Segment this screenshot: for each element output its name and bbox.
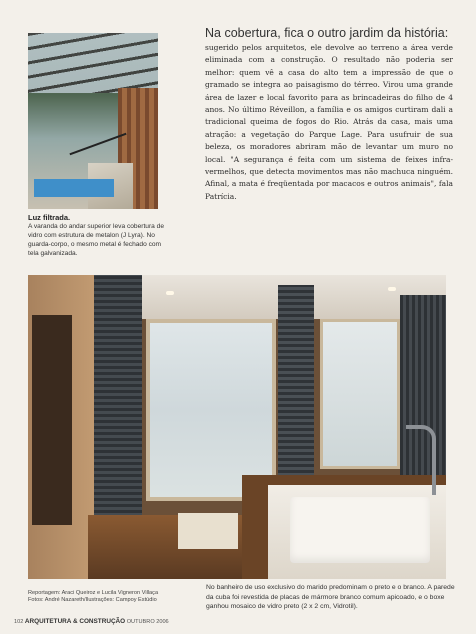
issue-date: OUTUBRO 2006 (126, 619, 169, 625)
frosted-window-right (320, 319, 400, 469)
faucet (406, 425, 436, 495)
glass-roof (28, 33, 158, 93)
sink-basin (290, 497, 430, 563)
ceiling-light (166, 291, 174, 295)
ceiling-light (388, 287, 396, 291)
credits (28, 590, 198, 604)
balcony-caption: A varanda do andar superior leva cobertura de vidro com estrutura de metalon (J Lyra). No guarda-corpo, o mesmo metal é fechado com tela galvanizada. (28, 223, 164, 257)
page-number: 102 (14, 619, 24, 625)
bathroom-caption: No banheiro de uso exclusivo do marido predominam o preto e o branco. A parede da cuba foi revestida de placas de mármore branco comum apicoado, e o boxe ganhou mosaico de vidro preto (2 x 2 cm, Vidrotil). (206, 584, 455, 611)
balcony-photo (28, 33, 158, 209)
bathroom-photo (28, 275, 446, 579)
black-mosaic-wall (94, 275, 142, 555)
bath-mat (178, 513, 238, 549)
page-footer (14, 618, 169, 625)
article-body: sugerido pelos arquitetos, ele devolve ao terreno a área verde eliminada com a construção. O resultado não poderia ser melhor: quem vê a casa do alto tem a impressão de que o gramado se integra ao paisagismo do térreo. Virou uma grande área de lazer e local favorito para as brincadeiras do filho de 4 anos. No último Réveillon, a família e os amigos curtiram dali a tradicional queima de fogos do Rio. Atrás da casa, mais uma atração: a vegetação do Parque Lage. Para usufruir de sua beleza, os moradores abriram mão de levantar um muro no local. "A segurança é feita com um sistema de feixes infra-vermelhos, que detecta movimentos mas não machuca ninguém. Afinal, a mata é freqüentada por macacos e outros animais", fala Patrícia. (205, 43, 453, 201)
closet (32, 315, 72, 525)
article-heading: Na cobertura, fica o outro jardim da história: (205, 26, 449, 40)
credits-reporting: Reportagem: Araci Queiroz e Lucila Vigneron Villaça (28, 590, 159, 596)
balcony-caption-title: Luz filtrada. (28, 213, 71, 222)
frosted-window (146, 319, 276, 501)
magazine-name: ARQUITETURA & CONSTRUÇÃO (24, 618, 126, 625)
credits-photos: Fotos: André Nazareth/Ilustrações: Campoy Estúdio (28, 597, 157, 604)
pool (34, 179, 114, 197)
